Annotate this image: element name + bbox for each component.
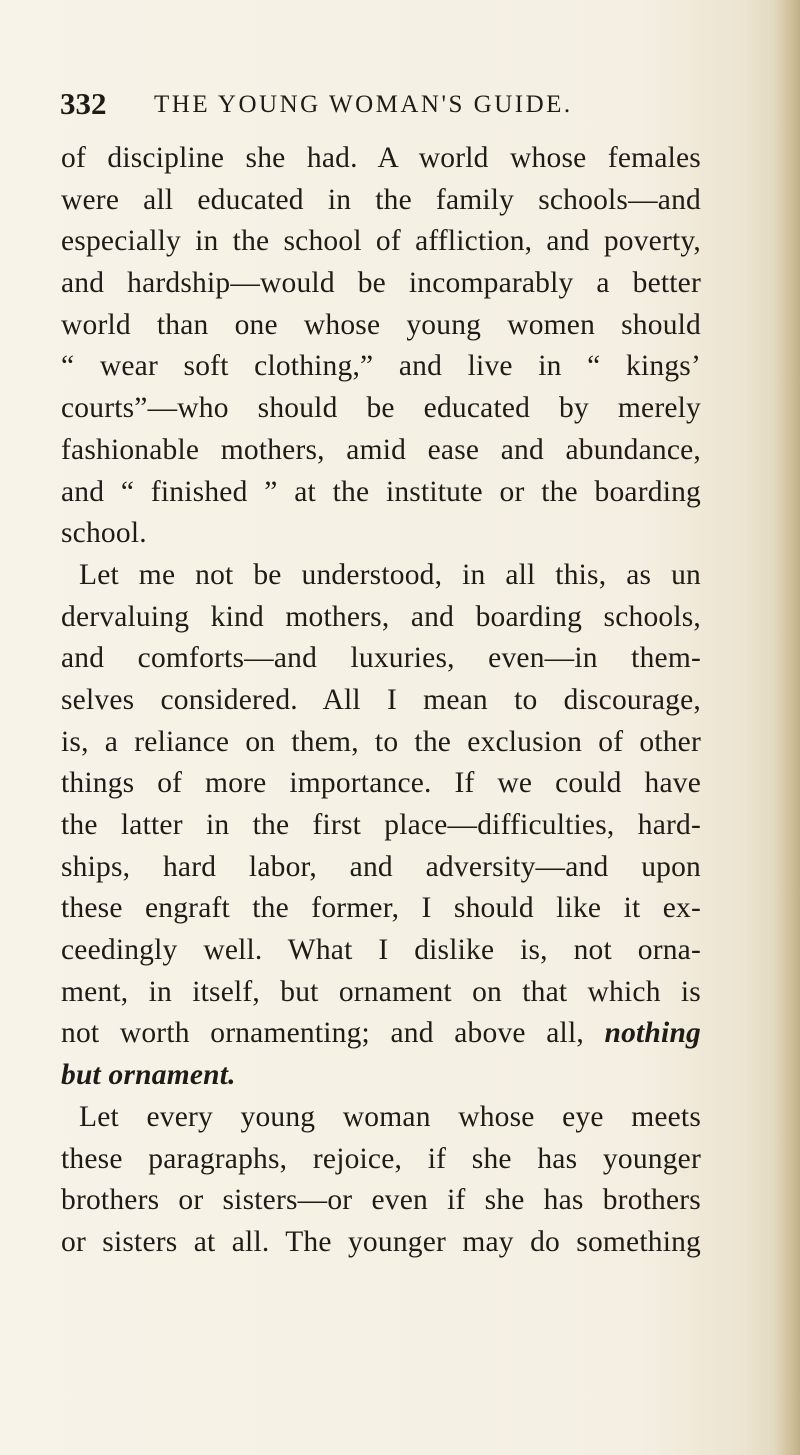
text-line: and “ finished ” at the institute or the boarding — [61, 475, 701, 508]
page-number: 332 — [60, 86, 107, 121]
text-line: selves considered. All I mean to discourage, — [61, 683, 701, 716]
text-line: ceedingly well. What I dislike is, not orna- — [61, 934, 701, 967]
text-line: these paragraphs, rejoice, if she has younger — [61, 1142, 701, 1175]
text-line: were all educated in the family schools—and — [61, 183, 701, 216]
text-line: ships, hard labor, and adversity—and upon — [61, 850, 701, 883]
text-line: and hardship—would be incomparably a better — [61, 267, 701, 300]
text-line: Let me not be understood, in all this, as un — [79, 558, 701, 591]
page-edge-shadow — [774, 0, 800, 1455]
text-line: “ wear soft clothing,” and live in “ kings’ — [61, 350, 701, 383]
text-line-emphasis — [61, 1055, 701, 1097]
text-line-with-emphasis — [61, 1013, 701, 1055]
text-line: is, a reliance on them, to the exclusion of other — [61, 725, 701, 758]
text-line: these engraft the former, I should like it ex- — [61, 892, 701, 925]
text-line: dervaluing kind mothers, and boarding schools, — [61, 600, 701, 633]
text-line: courts”—who should be educated by merely — [61, 392, 701, 425]
body-text — [61, 138, 701, 1264]
text-line: Let every young woman whose eye meets — [79, 1100, 701, 1133]
text-line: school. — [61, 517, 147, 550]
text-line: of discipline she had. A world whose females — [61, 142, 701, 174]
text-line: the latter in the first place—difficulties, hard- — [61, 809, 701, 841]
page-header — [60, 86, 750, 126]
text-line: brothers or sisters—or even if she has brothers — [61, 1184, 701, 1217]
emphasis-text: nothing — [604, 1017, 701, 1050]
text-line: and comforts—and luxuries, even—in them- — [61, 642, 701, 675]
text-line: fashionable mothers, amid ease and abundance, — [61, 433, 701, 466]
text-fragment: not worth ornamenting; and above all, — [61, 1017, 584, 1050]
running-title: THE YOUNG WOMAN'S GUIDE. — [154, 91, 573, 118]
text-line: things of more importance. If we could have — [61, 767, 701, 800]
text-line: world than one whose young women should — [61, 308, 701, 341]
emphasis-text: but ornament. — [61, 1059, 236, 1092]
text-line: ment, in itself, but ornament on that which is — [61, 975, 701, 1008]
text-line: especially in the school of affliction, and poverty, — [61, 225, 701, 258]
text-line: or sisters at all. The younger may do something — [61, 1225, 701, 1258]
